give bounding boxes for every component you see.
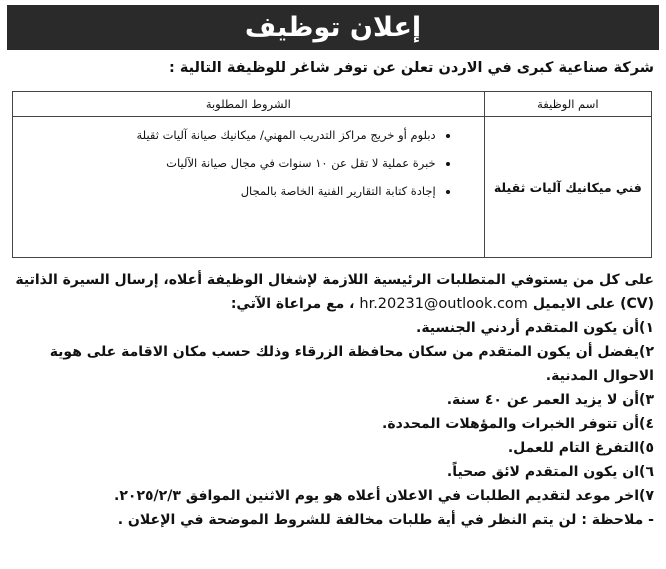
condition-item: ١)أن يكون المتقدم أردني الجنسية.: [416, 320, 654, 336]
condition-item: ٣)أن لا يزيد العمر عن ٤٠ سنة.: [446, 392, 654, 408]
requirement-item: • دبلوم أو خريج مراكز التدريب المهني/ ميكانيك صيانة آليات ثقيلة: [23, 123, 436, 147]
paragraph-text-end: ، مع مراعاة الآتي:: [230, 296, 355, 312]
condition-item: ٢)يفضل أن يكون المتقدم من سكان محافظة الزرقاء وذلك حسب مكان الاقامة على هوية الاحوال المدنية.: [49, 344, 654, 384]
ad-header: [7, 5, 659, 50]
column-header-job-title: اسم الوظيفة: [484, 92, 651, 117]
condition-item: ٤)أن تتوفر الخبرات والمؤهلات المحددة.: [382, 416, 654, 432]
requirements-cell: [13, 117, 485, 258]
note-line: - ملاحظة : لن يتم النظر في أية طلبات مخالفة للشروط الموضحة في الإعلان .: [117, 512, 654, 528]
table-row: [13, 117, 652, 258]
condition-item: ٧)اخر موعد لتقديم الطلبات في الاعلان أعلاه هو يوم الاثنين الموافق ٢٠٢٥/٢/٣.: [114, 488, 654, 504]
intro-line: شركة صناعية كبرى في الاردن تعلن عن توفر شاغر للوظيفة التالية :: [168, 60, 654, 76]
application-paragraph: [12, 268, 654, 316]
column-header-requirements: الشروط المطلوبة: [13, 92, 485, 117]
paragraph-text: على كل من يستوفي المتطلبات الرئيسية اللازمة لإشغال الوظيفة أعلاه، إرسال السيرة الذاتية (CV) على الايميل: [15, 272, 654, 312]
requirements-list: [23, 123, 454, 203]
job-title-cell: فني ميكانيك آليات ثقيلة: [484, 117, 651, 258]
requirement-item: • إجادة كتابة التقارير الفنية الخاصة بالمجال: [23, 179, 436, 203]
condition-item: ٥)التفرغ التام للعمل.: [507, 440, 654, 456]
ad-title: إعلان توظيف: [244, 12, 422, 43]
job-table: [12, 91, 652, 258]
email-address: hr.20231@outlook.com: [359, 296, 528, 312]
ad-body: [12, 268, 654, 532]
conditions-list: [12, 316, 654, 508]
table-header-row: [13, 92, 652, 117]
requirement-item: • خبرة عملية لا تقل عن ١٠ سنوات في مجال صيانة الآليات: [23, 151, 436, 175]
condition-item: ٦)ان يكون المتقدم لائق صحياً.: [446, 464, 654, 480]
